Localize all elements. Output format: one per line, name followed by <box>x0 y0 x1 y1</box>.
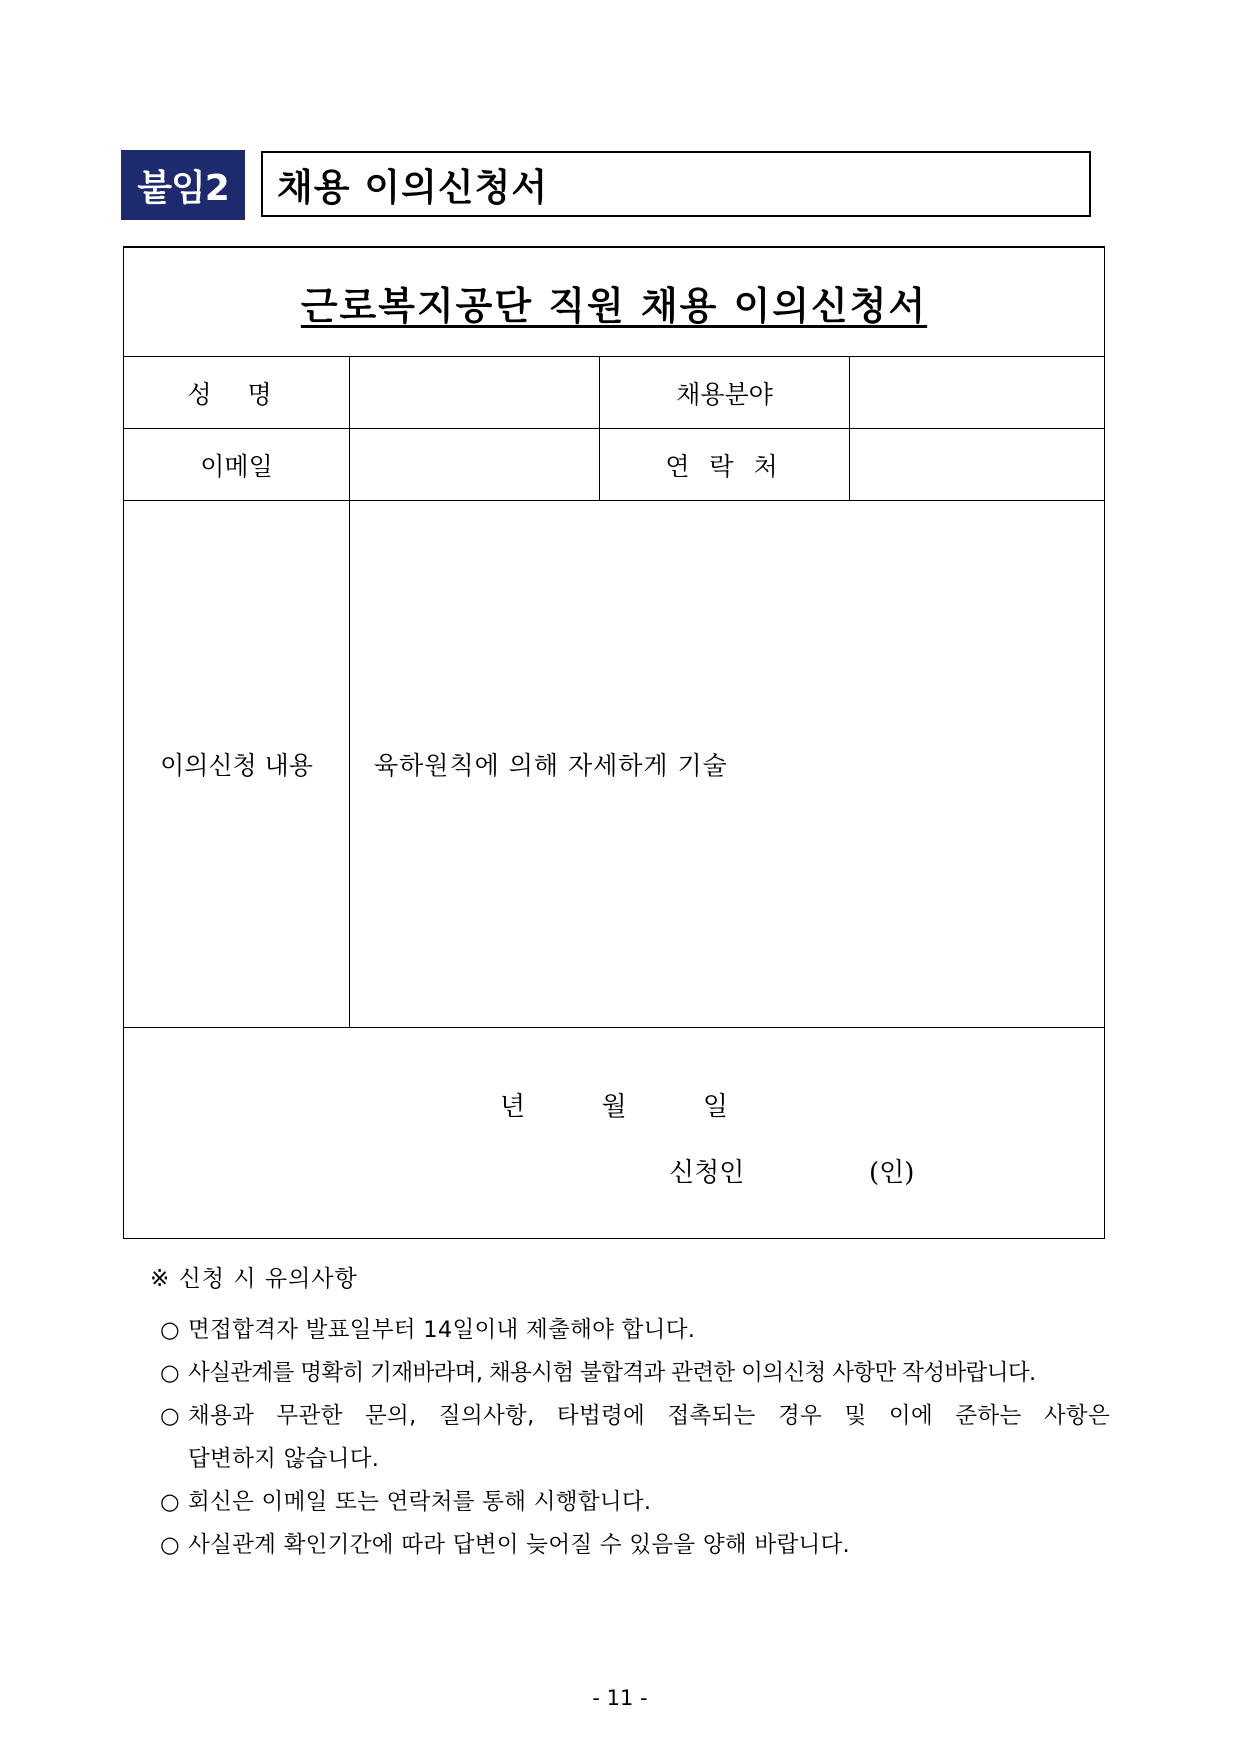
bullet-icon: ○ <box>160 1360 180 1386</box>
bullet-icon: ○ <box>160 1403 180 1429</box>
note-text: 사실관계 확인기간에 따라 답변이 늦어질 수 있음을 양해 바랍니다. <box>188 1532 851 1558</box>
content-label: 이의신청 내용 <box>124 501 350 1028</box>
field-label: 채용분야 <box>600 357 850 429</box>
name-input[interactable] <box>350 357 600 429</box>
attachment-badge: 붙임2 <box>121 150 245 220</box>
date-line <box>124 1086 1104 1123</box>
day-label: 일 <box>702 1092 728 1122</box>
note-text: 면접합격자 발표일부터 14일이내 제출해야 합니다. <box>188 1317 696 1343</box>
note-item <box>150 1395 1110 1438</box>
form-title: 근로복지공단 직원 채용 이의신청서 <box>300 282 928 328</box>
note-item <box>150 1309 1110 1352</box>
page-number: - 11 - <box>592 1686 648 1710</box>
contact-input[interactable] <box>850 429 1105 501</box>
signature-section <box>124 1028 1105 1239</box>
applicant-label: 신청인 <box>669 1158 745 1188</box>
note-text: 사실관계를 명확히 기재바라며, 채용시험 불합격과 관련한 이의신청 사항만 작성바랍니다. <box>188 1360 1036 1386</box>
note-item <box>150 1481 1110 1524</box>
note-text: 답변하지 않습니다. <box>188 1446 380 1472</box>
month-label: 월 <box>601 1092 627 1122</box>
document-heading: 채용 이의신청서 <box>261 151 1091 217</box>
name-label-cell <box>124 357 350 429</box>
note-text: 회신은 이메일 또는 연락처를 통해 시행합니다. <box>188 1489 652 1515</box>
email-input[interactable] <box>350 429 600 501</box>
bullet-icon: ○ <box>160 1317 180 1343</box>
bullet-icon: ○ <box>160 1532 180 1558</box>
note-text: 채용과 무관한 문의, 질의사항, 타법령에 접촉되는 경우 및 이에 준하는 사항은 <box>188 1403 1110 1429</box>
note-item-continuation <box>150 1438 1110 1481</box>
email-label: 이메일 <box>124 429 350 501</box>
name-label: 성 명 <box>187 379 286 409</box>
note-item <box>150 1352 1110 1395</box>
notes-heading: ※ 신청 시 유의사항 <box>150 1266 358 1292</box>
bullet-spacer <box>150 1438 188 1481</box>
bullet-icon: ○ <box>160 1489 180 1515</box>
content-guide-text: 육하원칙에 의해 자세하게 기술 <box>374 751 728 780</box>
note-item <box>150 1524 1110 1567</box>
year-label: 년 <box>500 1092 526 1122</box>
form-title-cell <box>124 247 1105 357</box>
objection-form <box>123 246 1105 1239</box>
contact-label-cell <box>600 429 850 501</box>
seal-mark: (인) <box>869 1158 915 1188</box>
contact-label: 연 락 처 <box>665 451 784 481</box>
field-input[interactable] <box>850 357 1105 429</box>
notes-section <box>150 1260 1110 1567</box>
content-input[interactable] <box>350 501 1105 1028</box>
